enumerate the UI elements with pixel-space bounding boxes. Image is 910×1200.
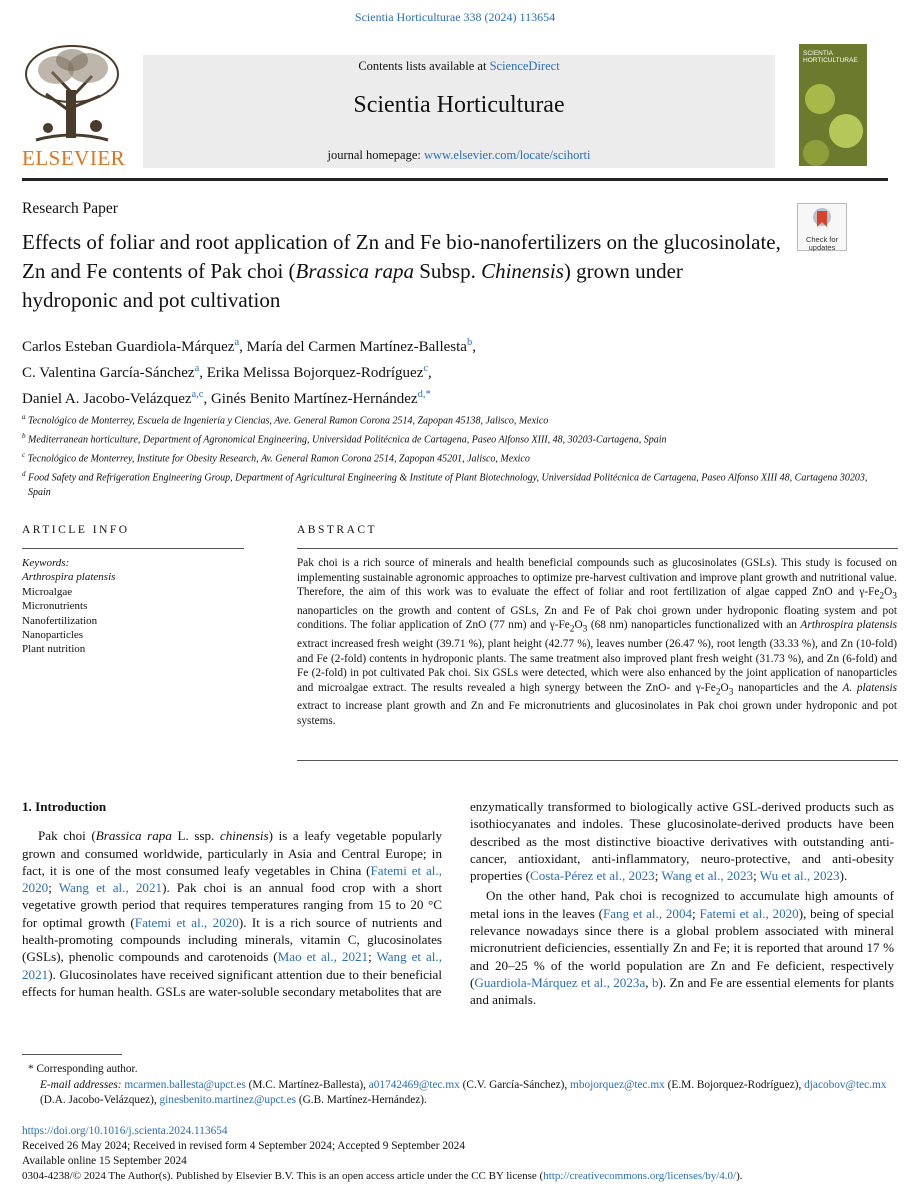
publication-info: [22, 1124, 902, 1184]
article-info-heading: ARTICLE INFO: [22, 524, 130, 536]
author[interactable]: C. Valentina García-Sánchez: [22, 365, 195, 381]
article-type: Research Paper: [22, 200, 118, 217]
affiliations: [22, 410, 882, 500]
footnote-rule: [22, 1054, 122, 1055]
available-online: Available online 15 September 2024: [22, 1155, 187, 1167]
homepage-link[interactable]: www.elsevier.com/locate/scihorti: [424, 148, 591, 162]
email-link[interactable]: ginesbenito.martinez@upct.es: [159, 1094, 297, 1106]
author[interactable]: Daniel A. Jacobo-Velázquez: [22, 391, 192, 407]
elsevier-tree-logo: [22, 42, 122, 146]
doi-link[interactable]: https://doi.org/10.1016/j.scienta.2024.113654: [22, 1125, 228, 1137]
journal-cover-image: [799, 44, 867, 166]
author[interactable]: Carlos Esteban Guardiola-Márquez: [22, 339, 235, 355]
license-line: 0304-4238/© 2024 The Author(s). Published by Elsevier B.V. This is an open access article under the CC BY license (http://creativecommons.org/licenses/by/4.0/).: [22, 1170, 743, 1182]
intro-right-column: [470, 798, 894, 1009]
intro-heading: 1. Introduction: [22, 799, 107, 814]
keyword: Micronutrients: [22, 600, 88, 613]
citation-link[interactable]: Fatemi et al., 2020: [699, 905, 799, 921]
citation-link[interactable]: Wang et al., 2023: [661, 868, 754, 884]
keyword: Arthrospira platensis: [22, 571, 116, 584]
journal-title: Scientia Horticulturae: [353, 92, 565, 118]
affiliation: $^b$ Mediterranean horticulture, Department of Agronomical Engineering, Universidad Politécnica de Cartagena, Paseo Alfonso XIII, 48, 30203-Cartagena, Spain: [22, 431, 667, 446]
keywords-label: Keywords:: [22, 557, 70, 569]
email-link[interactable]: mcarmen.ballesta@upct.es: [124, 1078, 246, 1091]
citation-link[interactable]: Wang et al., 2021: [58, 880, 163, 896]
intro-paragraph: Pak choi (Brassica rapa L. ssp. chinensis) is a leafy vegetable popularly grown and consumed worldwide, particularly in Asia and Central Europe; in fact, it is one of the most consumed leafy vegetables in China (Fatemi et al., 2020; Wang et al., 2021). Pak choi is an annual food crop with a short vegetative growth period that requires temperatures ranging from 15 to 20 °C for optimal growth (Fatemi et al., 2020). It is a rich source of nutrients and health-promoting compounds including minerals, vitamin C, glucosinolates (GSLs), phenolic compounds and carotenoids (Mao et al., 2021; Wang et al., 2021). Glucosinolates have received significant attention due to their beneficial effects for human health. GSLs are water-soluble secondary metabolites that are: [22, 828, 442, 999]
keyword: Plant nutrition: [22, 643, 86, 656]
intro-paragraph: On the other hand, Pak choi is recognized to accumulate high amounts of metal ions in the leaves (Fang et al., 2004; Fatemi et al., 2020), being of special relevance nowadays since there is a global problem associated with mineral micronutrient deficiencies, essentially Zn and Fe; it is reported that around 17 % and 20–25 % of the world population are Zn and Fe deficient, respectively (Guardiola-Márquez et al., 2023a, b). Zn and Fe are essential elements for plants and animals.: [470, 888, 894, 1008]
author-list: Carlos Esteban Guardiola-Márquez$^a$, María del Carmen Martínez-Ballesta$^b$, C. Valentina García-Sánchez$^a$, Erika Melissa Bojorquez-Rodríguez$^c$, Daniel A. Jacobo-Velázquez$^{a,c}$, Ginés Benito Martínez-Hernández$^{d,*}$: [22, 337, 476, 407]
citation-link[interactable]: Wu et al., 2023: [759, 868, 840, 884]
citation-link[interactable]: b: [651, 974, 659, 990]
email-link[interactable]: mbojorquez@tec.mx: [570, 1078, 665, 1091]
keywords-block: [22, 556, 252, 657]
citation-link[interactable]: Wang et al., 2021: [22, 949, 442, 982]
keyword: Nanofertilization: [22, 614, 98, 627]
affiliation: $^d$ Food Safety and Refrigeration Engineering Group, Department of Agricultural Engineering & Institute of Plant Biotechnology, Universidad Politécnica de Cartagena, Paseo Alfonso XIII 48, Cartagena 30203, Spain: [22, 469, 868, 498]
citation-link[interactable]: Fatemi et al., 2020: [22, 862, 442, 896]
keyword: Microalgae: [22, 585, 73, 598]
citation-link[interactable]: Mao et al., 2021: [277, 949, 369, 965]
keyword: Nanoparticles: [22, 629, 84, 642]
contents-line: Contents lists available at ScienceDirect: [358, 59, 560, 73]
journal-citation[interactable]: Scientia Horticulturae 338 (2024) 113654: [354, 10, 556, 24]
email-addresses: E-mail addresses: mcarmen.ballesta@upct.es (M.C. Martínez-Ballesta), a01742469@tec.mx (C.V. García-Sánchez), mbojorquez@tec.mx (E.M. Bojorquez-Rodríguez), djacobov@tec.mx (D.A. Jacobo-Velázquez), ginesbenito.martinez@upct.es (G.B. Martínez-Hernández).: [40, 1078, 887, 1106]
intro-left-column: [22, 798, 442, 1000]
journal-homepage: journal homepage: www.elsevier.com/locate/scihorti: [327, 148, 591, 162]
affiliation: $^a$ Tecnológico de Monterrey, Escuela de Ingeniería y Ciencias, Ave. General Ramon Corona 2514, Zapopan 45138, Jalisco, Mexico: [22, 413, 549, 427]
affiliation: $^c$ Tecnológico de Monterrey, Institute for Obesity Research, Av. General Ramon Corona 2514, Zapopan 45201, Jalisco, Mexico: [22, 450, 530, 465]
citation-link[interactable]: Guardiola-Márquez et al., 2023a: [474, 974, 646, 990]
footnotes: [22, 1062, 888, 1109]
citation-link[interactable]: Fang et al., 2004: [602, 905, 693, 921]
email-link[interactable]: djacobov@tec.mx: [804, 1078, 887, 1091]
check-for-updates-badge[interactable]: Check for updates: [797, 203, 847, 251]
abstract-bottom-rule: [297, 760, 898, 761]
corresponding-note: * Corresponding author.: [28, 1063, 138, 1075]
abstract-heading: ABSTRACT: [297, 524, 378, 536]
author[interactable]: María del Carmen Martínez-Ballesta: [246, 339, 467, 355]
author[interactable]: Ginés Benito Martínez-Hernández: [210, 391, 418, 407]
cover-title: SCIENTIA HORTICULTURAE: [803, 50, 858, 64]
email-link[interactable]: a01742469@tec.mx: [368, 1078, 460, 1091]
license-link[interactable]: http://creativecommons.org/licenses/by/4.0/: [543, 1170, 737, 1182]
author[interactable]: Erika Melissa Bojorquez-Rodríguez: [206, 365, 424, 381]
article-title: Effects of foliar and root application of Zn and Fe bio-nanofertilizers on the glucosinolate, Zn and Fe contents of Pak choi (Brassica rapa Subsp. Chinensis) grown under hydroponic and pot cultivation: [22, 230, 781, 312]
abstract-rule: [297, 548, 898, 549]
article-info-rule: [22, 548, 244, 549]
intro-paragraph: enzymatically transformed to biologically active GSL-derived products such as isothiocyanates and indoles. These glucosinolate-derived products have been described as the most distinctive bioactive derivatives with outstanding anti-cancer, antioxidant, anti-inflammatory, neuro-protective, and anti-obesity properties (Costa-Pérez et al., 2023; Wang et al., 2023; Wu et al., 2023).: [470, 799, 894, 884]
received-dates: Received 26 May 2024; Received in revised form 4 September 2024; Accepted 9 September 2024: [22, 1140, 465, 1152]
header-rule: [22, 178, 888, 181]
citation-link[interactable]: Costa-Pérez et al., 2023: [530, 868, 655, 884]
elsevier-wordmark: ELSEVIER: [22, 146, 126, 170]
citation-link[interactable]: Fatemi et al., 2020: [134, 914, 239, 930]
sciencedirect-link[interactable]: ScienceDirect: [489, 59, 560, 73]
bookmark-icon: [812, 207, 832, 231]
abstract-text: Pak choi is a rich source of minerals and health beneficial compounds such as glucosinolates (GSLs). This study is focused on implementing sustainable agronomic approaches to optimize pre-harvest cultivation and improve plant growth and nutritional value. Therefore, the aim of this work was to evaluate the effect of foliar and root fertilization of algae capped ZnO and $\gamma-Fe_2O_3$ nanoparticles on the growth and content of GSLs, Zn and Fe of Pak choi grown under hydroponic floating system and pot conditions. The foliar application of ZnO (77 nm) and $\gamma-Fe_2O_3$ (68 nm) nanoparticles functionalized with an Arthrospira platensis extract increased fresh weight (39.71 %), plant height (42.77 %), leaves number (26.47 %), root length (33.33 %), and Zn (10-fold) and Fe (2-fold) contents in hydroponic plants. The same treatment also improved plant fresh weight (31.73 %), and Zn (6-fold) and Fe (2-fold) in pot cultivated Pak choi. Six GSLs were detected, which were also enhanced by the joint application of nanoparticles and microalgae extract. The results revealed a high synergy between the ZnO- and $\gamma-Fe_2O_3$ nanoparticles and the A. platensis extract to increase plant growth and Zn and Fe micronutrients and glucosinolates in Pak choi grown under hydroponic and pot systems.: [297, 557, 898, 727]
